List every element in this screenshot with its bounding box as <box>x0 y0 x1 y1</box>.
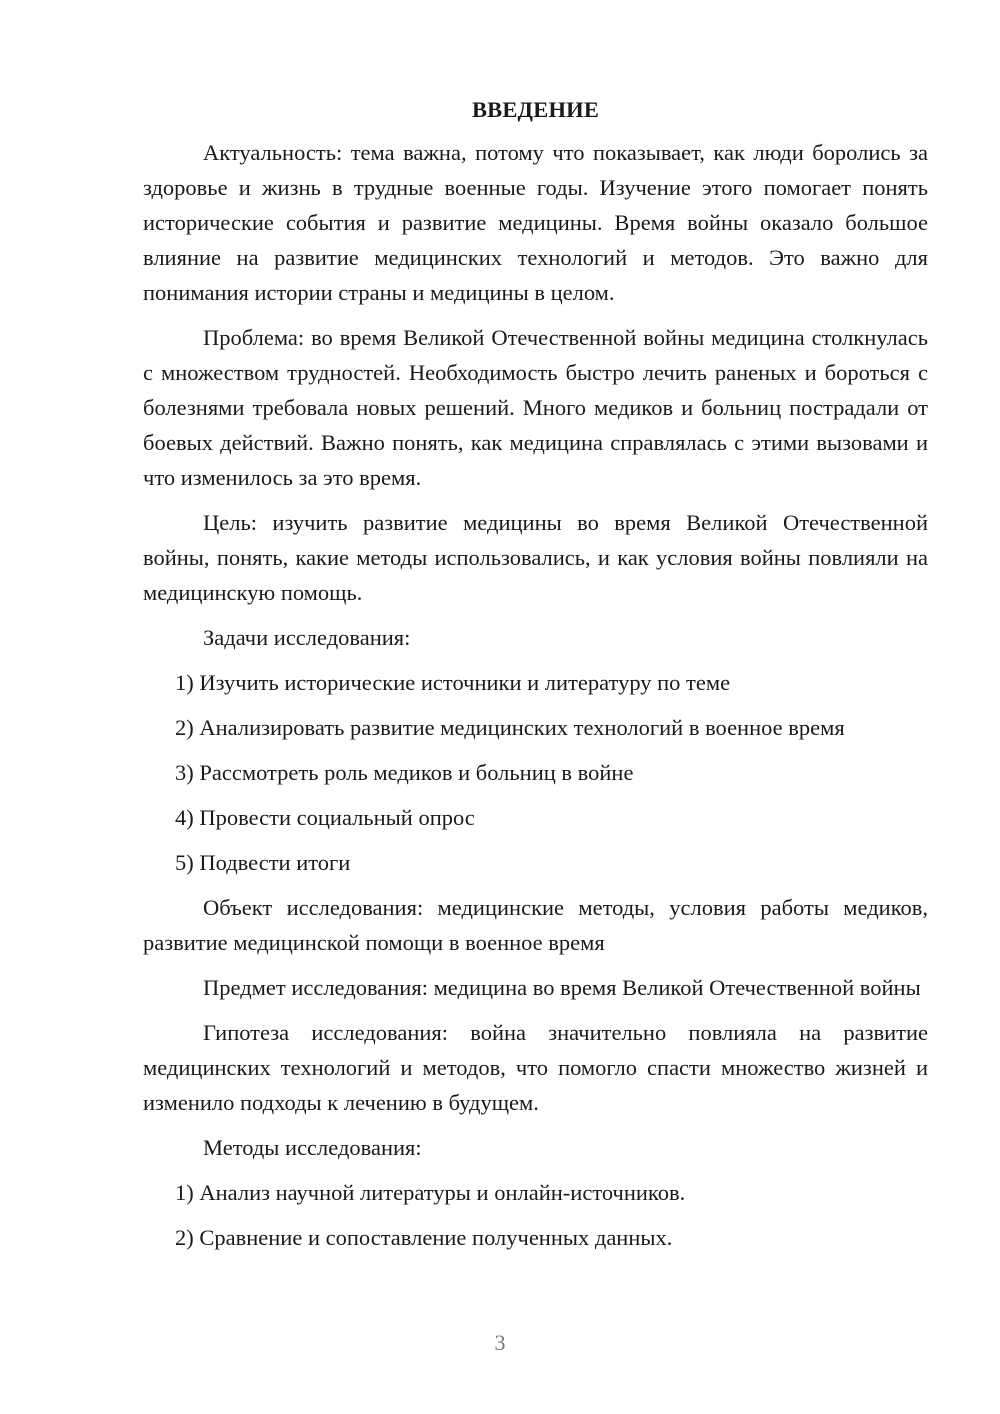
task-item: 5) Подвести итоги <box>175 850 351 875</box>
method-item: 2) Сравнение и сопоставление полученных данных. <box>175 1225 673 1250</box>
task-item: 4) Провести социальный опрос <box>175 805 475 830</box>
relevance-paragraph: Актуальность: тема важна, потому что показывает, как люди боролись за здоровье и жизнь в трудные военные годы. Изучение этого помогает понять исторические события и развитие медицины. Время войны оказало большое влияние на развитие медицинских технологий и методов. Это важно для понимания истории страны и медицины в целом. <box>143 140 928 305</box>
goal-paragraph: Цель: изучить развитие медицины во время Великой Отечественной войны, понять, какие методы использовались, и как условия войны повлияли на медицинскую помощь. <box>143 510 928 605</box>
page-number: 3 <box>494 1330 506 1355</box>
page-title: ВВЕДЕНИЕ <box>471 97 600 122</box>
methods-heading: Методы исследования: <box>203 1135 422 1160</box>
subject-paragraph: Предмет исследования: медицина во время Великой Отечественной войны <box>203 975 921 1000</box>
page-content <box>143 92 928 1265</box>
task-item: 3) Рассмотреть роль медиков и больниц в войне <box>175 760 634 785</box>
task-item: 1) Изучить исторические источники и литературу по теме <box>175 670 731 695</box>
tasks-heading: Задачи исследования: <box>203 625 411 650</box>
object-paragraph: Объект исследования: медицинские методы, условия работы медиков, развитие медицинской помощи в военное время <box>143 895 928 955</box>
problem-paragraph: Проблема: во время Великой Отечественной войны медицина столкнулась с множеством трудностей. Необходимость быстро лечить раненых и бороться с болезнями требовала новых решений. Много медиков и больниц пострадали от боевых действий. Важно понять, как медицина справлялась с этими вызовами и что изменилось за это время. <box>143 325 928 490</box>
hypothesis-paragraph: Гипотеза исследования: война значительно повлияла на развитие медицинских технологий и методов, что помогло спасти множество жизней и изменило подходы к лечению в будущем. <box>143 1020 928 1115</box>
task-item: 2) Анализировать развитие медицинских технологий в военное время <box>175 715 845 740</box>
method-item: 1) Анализ научной литературы и онлайн-источников. <box>175 1180 686 1205</box>
